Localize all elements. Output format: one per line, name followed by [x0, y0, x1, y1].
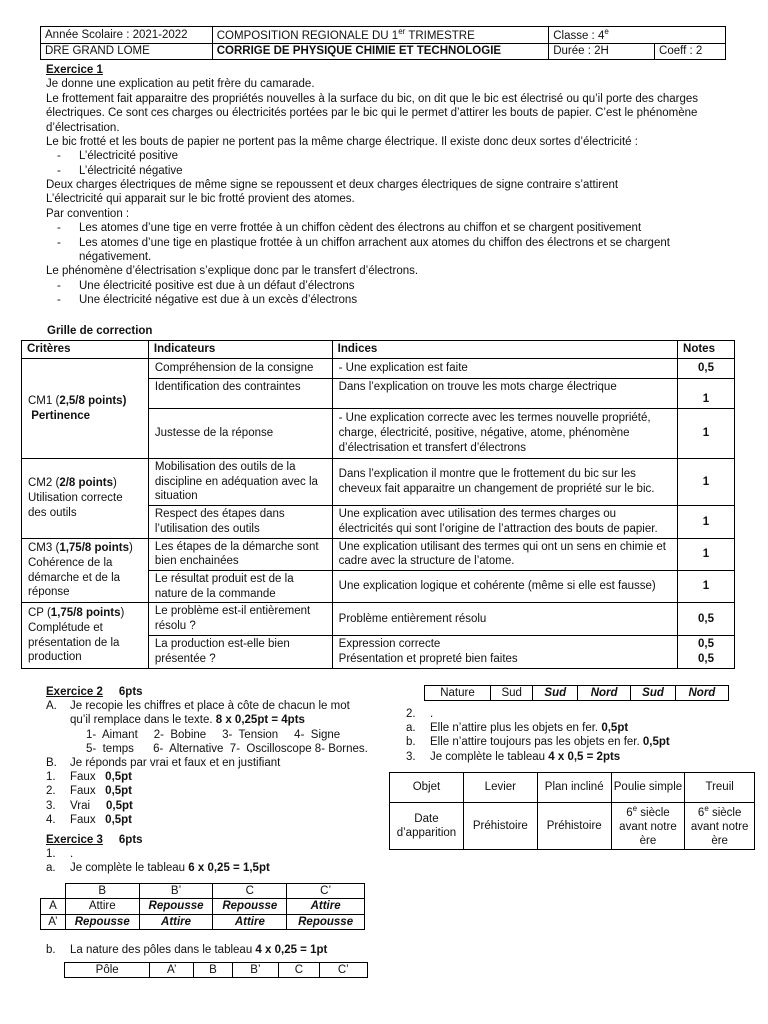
- table-row: [41, 899, 365, 914]
- table-cell: C’: [319, 963, 367, 978]
- column-header: Indices: [332, 341, 677, 359]
- table-header-row: [22, 341, 735, 359]
- column-header: Notes: [678, 341, 735, 359]
- q2-line: 2. .: [406, 708, 434, 720]
- column-header: C: [213, 884, 287, 899]
- q3-line: 3. Je complète le tableau 4 x 0,5 = 2pts: [406, 750, 621, 763]
- note-cell: 1: [678, 538, 735, 570]
- school-year: Année Scolaire : 2021-2022: [41, 27, 213, 44]
- note-cell: 0,5: [678, 359, 735, 379]
- q2a-line: a. Elle n’attire plus les objets en fer. 0,5pt: [406, 722, 629, 735]
- indicator-cell: Justesse de la réponse: [148, 409, 332, 459]
- ex3-a-line: a. Je complète le tableau 6 x 0,25 = 1,5pt: [46, 862, 270, 875]
- table-cell: Repousse: [213, 899, 287, 914]
- interaction-table: [40, 883, 365, 930]
- table-cell: Sud: [533, 686, 578, 701]
- table-cell: Nature: [425, 686, 491, 701]
- criterion-cm3: CM3 (1,75/8 points) Cohérence de la démarche et de la réponse: [22, 538, 149, 603]
- criterion-cp: CP (1,75/8 points) Complétude et présentation de la production: [22, 603, 149, 668]
- ex2-a-line: qu’il remplace dans le texte. 8 x 0,25pt = 4pts: [70, 714, 305, 727]
- ex1-paragraph: Deux charges électriques de même signe se repoussent et deux charges électriques de signe contraire s’attirent: [46, 179, 619, 191]
- indice-cell: - Une explication est faite: [332, 359, 677, 379]
- indicator-cell: Le résultat produit est de la nature de la commande: [148, 571, 332, 603]
- indicator-cell: Mobilisation des outils de la discipline en adéquation avec la situation: [148, 459, 332, 506]
- table-cell: C: [279, 963, 320, 978]
- table-cell: Préhistoire: [463, 803, 537, 850]
- table-cell: 6e siècle avant notre ère: [611, 803, 685, 850]
- table-cell: Sud: [490, 686, 533, 701]
- ex1-paragraph: d’électrisation.: [46, 121, 120, 134]
- ex1-paragraph: Le phénomène d’électrisation s’explique donc par le transfert d’électrons.: [46, 265, 419, 278]
- corrige-title: CORRIGE DE PHYSIQUE CHIMIE ET TECHNOLOGIE: [212, 44, 548, 59]
- table-cell: B’: [232, 963, 278, 978]
- table-row: [41, 914, 365, 929]
- ex2-a-line: A. Je recopie les chiffres et place à côte de chacun le mot: [46, 700, 350, 713]
- exercise-1-title: Exercice 1: [46, 64, 103, 76]
- table-cell: Préhistoire: [537, 803, 611, 850]
- convention-list: [46, 221, 716, 264]
- column-header: B’: [139, 884, 213, 899]
- nature-table: [424, 685, 729, 701]
- table-cell: Nord: [578, 686, 631, 701]
- ex2-words-line: 1- Aimant 2- Bobine 3- Tension 4- Signe: [86, 728, 341, 741]
- table-row: [41, 884, 365, 899]
- column-header: C’: [287, 884, 365, 899]
- ex2-answer: 1. Faux 0,5pt: [46, 771, 133, 784]
- indicator-cell: La production est-elle bien présentée ?: [148, 635, 332, 668]
- indicator-cell: Le problème est-il entièrement résolu ?: [148, 603, 332, 635]
- ex1-paragraph: électriques. Ce sont ces charges ou électricités portées par le bic qui le permet d’attirer les bouts de papier. C’est le phénomène: [46, 107, 698, 120]
- indicator-cell: Identification des contraintes: [148, 379, 332, 409]
- composition-title: COMPOSITION REGIONALE DU 1er TRIMESTRE: [212, 27, 548, 44]
- machines-table: [389, 772, 755, 850]
- indicator-cell: Respect des étapes dans l’utilisation des outils: [148, 506, 332, 538]
- exercise-3-title: Exercice 3 6pts: [46, 833, 143, 846]
- row-header: Date d’apparition: [390, 803, 464, 850]
- note-cell: 1: [678, 506, 735, 538]
- table-row: [22, 603, 735, 635]
- column-header: Objet: [390, 773, 464, 803]
- ex2-b-line: B. Je réponds par vrai et faux et en justifiant: [46, 756, 281, 769]
- ex1-paragraph: L’électricité qui apparait sur le bic frotté provient des atomes.: [46, 193, 355, 206]
- table-cell: Repousse: [139, 899, 213, 914]
- electricity-types-list: [46, 149, 716, 178]
- note-cell: 1: [678, 571, 735, 603]
- correction-grid: [21, 340, 735, 669]
- class-level: Classe : 4e: [549, 27, 726, 44]
- column-header: Plan incliné: [537, 773, 611, 803]
- table-cell: Nord: [675, 686, 728, 701]
- note-cell: 1: [678, 409, 735, 459]
- criterion-cm1: CM1 (2,5/8 points) Pertinence: [22, 359, 149, 459]
- column-header: Treuil: [685, 773, 755, 803]
- note-cell: 0,5 0,5: [678, 635, 735, 668]
- note-cell: 1: [678, 379, 735, 409]
- ex2-answer: 3. Vrai 0,5pt: [46, 799, 133, 812]
- indice-cell: - Une explication correcte avec les termes nouvelle propriété, charge, électricité, positive, négative, atome, phénomène d’électrisation et transfert d’électrons: [332, 409, 677, 459]
- column-header: Levier: [463, 773, 537, 803]
- exercise-2-title: Exercice 2 6pts: [46, 686, 143, 698]
- duration: Durée : 2H: [549, 44, 655, 59]
- ex1-paragraph: Le bic frotté et les bouts de papier ne portent pas la même charge électrique. Il existe donc deux sortes d’électricité :: [46, 135, 638, 148]
- table-cell: Sud: [631, 686, 676, 701]
- indice-cell: Dans l’explication on trouve les mots charge électrique: [332, 379, 677, 409]
- table-cell: Attire: [213, 914, 287, 929]
- list-item: - Les atomes d’une tige en verre frottée à un chiffon cèdent des électrons au chiffon et se chargent positivement: [46, 221, 716, 235]
- grille-title: Grille de correction: [47, 325, 153, 337]
- q2b-line: b. Elle n’attire toujours pas les objets en fer. 0,5pt: [406, 736, 670, 749]
- indice-cell: Problème entièrement résolu: [332, 603, 677, 635]
- table-row: [22, 359, 735, 379]
- coefficient: Coeff : 2: [655, 44, 726, 59]
- table-cell: 6e siècle avant notre ère: [685, 803, 755, 850]
- criterion-cm2: CM2 (2/8 points) Utilisation correcte des outils: [22, 459, 149, 539]
- column-header: Critères: [22, 341, 149, 359]
- table-cell: Attire: [287, 899, 365, 914]
- row-header: A: [41, 899, 66, 914]
- dre-name: DRE GRAND LOME: [41, 44, 213, 59]
- right-column: [406, 707, 756, 764]
- list-item: - Une électricité positive est due à un défaut d’électrons: [46, 279, 716, 293]
- table-row: [390, 773, 755, 803]
- empty-cell: [41, 884, 66, 899]
- table-cell: Attire: [65, 899, 139, 914]
- list-item: - Les atomes d’une tige en plastique frottée à un chiffon arrachent aux atomes du chiffon des électrons et se chargent négativement.: [46, 236, 716, 265]
- header-table: [40, 26, 726, 60]
- indicator-cell: Les étapes de la démarche sont bien enchainées: [148, 538, 332, 570]
- ex2-answer: 2. Faux 0,5pt: [46, 785, 133, 798]
- list-item: - L’électricité négative: [46, 164, 716, 178]
- table-row: [22, 538, 735, 570]
- table-row: [390, 803, 755, 850]
- table-cell: Pôle: [65, 963, 150, 978]
- table-row: [22, 459, 735, 506]
- list-item: - L’électricité positive: [46, 149, 716, 163]
- indicator-cell: Compréhension de la consigne: [148, 359, 332, 379]
- table-cell: Attire: [139, 914, 213, 929]
- column-header: Indicateurs: [148, 341, 332, 359]
- table-cell: B: [194, 963, 233, 978]
- table-cell: Repousse: [65, 914, 139, 929]
- note-cell: 1: [678, 459, 735, 506]
- charge-origin-list: [46, 279, 716, 308]
- poles-table: [64, 962, 368, 978]
- ex3-q1: 1. .: [46, 848, 74, 861]
- ex1-paragraph: Le frottement fait apparaitre des propriétés nouvelles à la surface du bic, on dit que le bic est électrisé ou qu’il porte des charges: [46, 92, 699, 105]
- column-header: Poulie simple: [611, 773, 685, 803]
- ex2-answer: 4. Faux 0,5pt: [46, 813, 133, 826]
- ex1-paragraph: Par convention :: [46, 207, 130, 220]
- table-row: [425, 686, 729, 701]
- row-header: A’: [41, 914, 66, 929]
- exercise-1: [46, 63, 716, 307]
- note-cell: 0,5: [678, 603, 735, 635]
- indice-cell: Une explication logique et cohérente (même si elle est fausse): [332, 571, 677, 603]
- ex3-b-line: b. La nature des pôles dans le tableau 4 x 0,25 = 1pt: [46, 944, 328, 956]
- ex1-paragraph: Je donne une explication au petit frère du camarade.: [46, 78, 315, 91]
- table-cell: A’: [150, 963, 194, 978]
- indice-cell: Une explication utilisant des termes qui ont un sens en chimie et cadre avec la structure de l’atome.: [332, 538, 677, 570]
- table-row: [65, 963, 368, 978]
- left-column: [46, 685, 376, 875]
- column-header: B: [65, 884, 139, 899]
- list-item: - Une électricité négative est due à un excès d’électrons: [46, 293, 716, 307]
- ex2-words-line: 5- temps 6- Alternative 7- Oscilloscope 8- Bornes.: [86, 742, 368, 755]
- indice-cell: Une explication avec utilisation des termes charges ou électricités qui sont l’origine de l’attraction des bouts de papier.: [332, 506, 677, 538]
- indice-cell: Expression correcte Présentation et propreté bien faites: [332, 635, 677, 668]
- table-cell: Repousse: [287, 914, 365, 929]
- indice-cell: Dans l’explication il montre que le frottement du bic sur les cheveux fait apparaitre un changement de propriété sur le bic.: [332, 459, 677, 506]
